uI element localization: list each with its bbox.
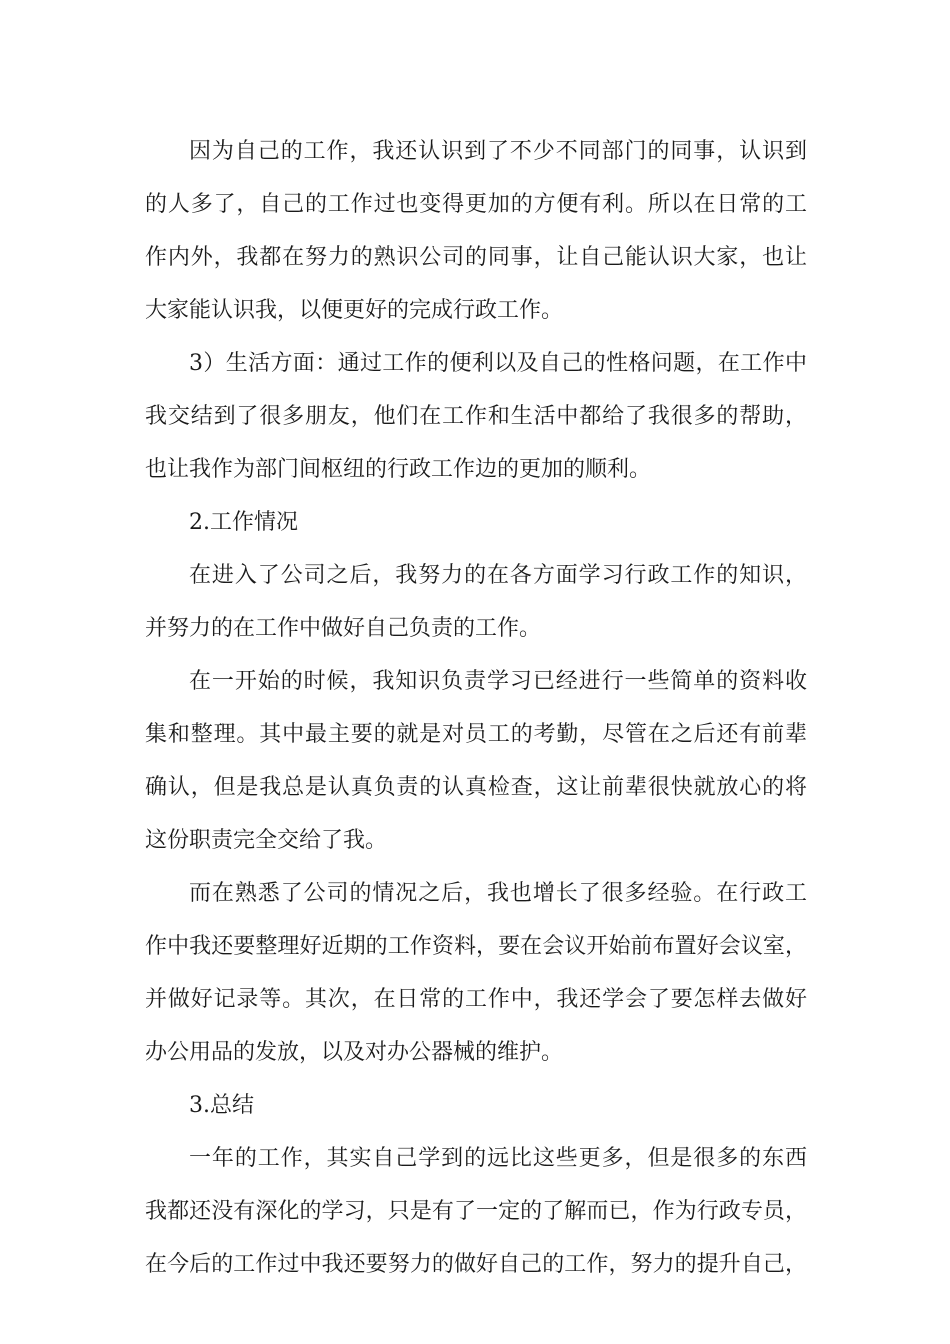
paragraph-joining-company (145, 549, 807, 655)
paragraph-beginning (145, 655, 807, 867)
paragraph-experience (145, 867, 807, 1079)
text-line: 的人多了，自己的工作过也变得更加的方便有利。所以在日常的工 (145, 192, 807, 217)
section-heading-summary: 3.总结 (189, 1093, 254, 1118)
text-line: 并做好记录等。其次，在日常的工作中，我还学会了要怎样去做好 (145, 987, 807, 1012)
text-line: 在今后的工作过中我还要努力的做好自己的工作，努力的提升自己， (145, 1252, 807, 1277)
text-line: 一年的工作，其实自己学到的远比这些更多，但是很多的东西 (189, 1146, 807, 1171)
paragraph-colleagues (145, 125, 807, 337)
text-line: 这份职责完全交给了我。 (145, 828, 388, 853)
text-line: 确认，但是我总是认真负责的认真检查，这让前辈很快就放心的将 (145, 775, 807, 800)
text-line: 在进入了公司之后，我努力的在各方面学习行政工作的知识， (189, 563, 807, 588)
paragraph-life-aspect (145, 337, 807, 496)
text-line: 我交结到了很多朋友，他们在工作和生活中都给了我很多的帮助， (145, 404, 807, 429)
text-line: 而在熟悉了公司的情况之后，我也增长了很多经验。在行政工 (189, 881, 807, 906)
text-line: 办公用品的发放，以及对办公器械的维护。 (145, 1040, 564, 1065)
section-heading-work-status: 2.工作情况 (189, 510, 298, 535)
text-line: 大家能认识我，以便更好的完成行政工作。 (145, 298, 564, 323)
text-line: 作内外，我都在努力的熟识公司的同事，让自己能认识大家，也让 (145, 245, 807, 270)
text-line: 因为自己的工作，我还认识到了不少不同部门的同事，认识到 (189, 139, 807, 164)
text-line: 也让我作为部门间枢纽的行政工作边的更加的顺利。 (145, 457, 652, 482)
document-body (145, 125, 807, 1291)
text-line: 在一开始的时候，我知识负责学习已经进行一些简单的资料收 (189, 669, 807, 694)
paragraph-summary (145, 1132, 807, 1291)
text-line: 作中我还要整理好近期的工作资料，要在会议开始前布置好会议室， (145, 934, 807, 959)
text-line: 我都还没有深化的学习，只是有了一定的了解而已，作为行政专员， (145, 1199, 807, 1224)
text-line: 3）生活方面：通过工作的便利以及自己的性格问题，在工作中 (189, 351, 807, 376)
text-line: 集和整理。其中最主要的就是对员工的考勤，尽管在之后还有前辈 (145, 722, 807, 747)
text-line: 并努力的在工作中做好自己负责的工作。 (145, 616, 542, 641)
